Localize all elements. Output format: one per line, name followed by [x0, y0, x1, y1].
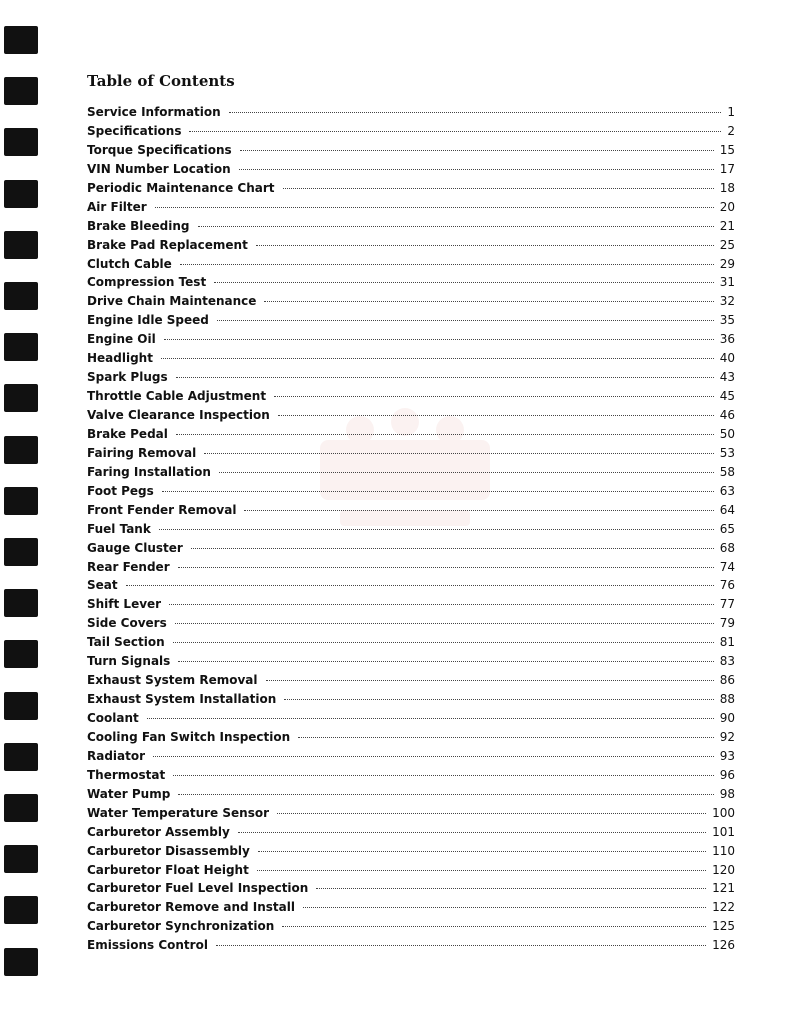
toc-entry[interactable] [87, 578, 735, 597]
dot-leader [274, 396, 714, 397]
toc-entry-label: Faring Installation [87, 464, 211, 479]
dot-leader [283, 188, 714, 189]
toc-entry-page: 46 [719, 408, 735, 422]
toc-entry-page: 15 [719, 142, 735, 157]
dot-leader [178, 794, 713, 795]
toc-entry[interactable] [87, 219, 735, 238]
binding-hole [4, 180, 38, 208]
dot-leader [175, 623, 714, 624]
dot-leader [173, 642, 714, 643]
toc-entry[interactable] [87, 275, 735, 294]
binding-holes [0, 0, 44, 1035]
toc-entry-label: Brake Bleeding [87, 218, 190, 233]
toc-entry-label: Carburetor Disassembly [87, 843, 250, 858]
toc-entry-label: Foot Pegs [87, 483, 154, 498]
toc-entry[interactable] [87, 484, 735, 503]
toc-entry[interactable] [87, 238, 735, 257]
toc-entry-label: VIN Number Location [87, 161, 231, 176]
toc-entry[interactable] [87, 768, 735, 787]
dot-leader [147, 718, 714, 719]
toc-entry-page: 88 [719, 692, 735, 707]
toc-entry-page: 63 [719, 483, 735, 498]
toc-entry-page: 83 [719, 654, 735, 669]
toc-entry[interactable] [87, 389, 735, 408]
toc-entry[interactable] [87, 919, 735, 938]
toc-entry-label: Water Pump [87, 786, 171, 801]
dot-leader [159, 529, 714, 530]
toc-entry-label: Turn Signals [87, 654, 171, 669]
toc-entry-label: Tail Section [87, 635, 165, 650]
toc-entry-label: Exhaust System Installation [87, 692, 277, 707]
toc-entry-label: Specifications [87, 123, 182, 138]
toc-entry-page: 32 [719, 294, 735, 309]
toc-entry[interactable] [87, 635, 735, 654]
toc-entry[interactable] [87, 162, 735, 181]
dot-leader [161, 358, 714, 359]
toc-list [87, 105, 735, 957]
binding-hole [4, 794, 38, 822]
toc-entry-page: 50 [719, 426, 735, 441]
binding-hole [4, 692, 38, 720]
dot-leader [298, 737, 714, 738]
toc-entry[interactable] [87, 200, 735, 219]
toc-entry-page: 1 [727, 105, 735, 119]
toc-entry-label: Fuel Tank [87, 521, 151, 536]
toc-entry-label: Throttle Cable Adjustment [87, 389, 267, 404]
toc-entry[interactable] [87, 257, 735, 276]
toc-entry-page: 121 [712, 881, 735, 896]
toc-entry-page: 64 [719, 502, 735, 517]
binding-hole [4, 845, 38, 873]
toc-entry-label: Brake Pad Replacement [87, 237, 248, 252]
binding-hole [4, 743, 38, 771]
dot-leader [176, 377, 714, 378]
toc-entry[interactable] [87, 105, 735, 124]
toc-entry[interactable] [87, 711, 735, 730]
dot-leader [256, 245, 714, 246]
toc-entry-label: Cooling Fan Switch Inspection [87, 729, 291, 744]
toc-entry[interactable] [87, 844, 735, 863]
toc-entry-page: 93 [719, 748, 735, 763]
toc-entry[interactable] [87, 654, 735, 673]
toc-entry-label: Carburetor Float Height [87, 862, 249, 877]
toc-entry-page: 25 [719, 237, 735, 252]
toc-entry[interactable] [87, 351, 735, 370]
toc-entry-label: Gauge Cluster [87, 540, 183, 555]
dot-leader [214, 282, 714, 283]
dot-leader [204, 453, 714, 454]
toc-entry-label: Thermostat [87, 767, 166, 782]
toc-entry[interactable] [87, 787, 735, 806]
binding-hole [4, 77, 38, 105]
dot-leader [219, 472, 714, 473]
toc-entry-label: Side Covers [87, 616, 167, 631]
binding-hole [4, 896, 38, 924]
dot-leader [169, 604, 714, 605]
toc-entry[interactable] [87, 446, 735, 465]
toc-entry[interactable] [87, 332, 735, 351]
toc-entry[interactable] [87, 730, 735, 749]
toc-entry-page: 17 [719, 161, 735, 176]
toc-entry[interactable] [87, 597, 735, 616]
toc-entry-page: 122 [712, 900, 735, 915]
dot-leader [178, 567, 714, 568]
dot-leader [258, 851, 706, 852]
toc-entry[interactable] [87, 370, 735, 389]
toc-entry[interactable] [87, 143, 735, 162]
toc-entry[interactable] [87, 863, 735, 882]
toc-entry[interactable] [87, 427, 735, 446]
toc-entry-label: Radiator [87, 748, 146, 763]
toc-entry-label: Carburetor Fuel Level Inspection [87, 881, 309, 896]
binding-hole [4, 487, 38, 515]
toc-entry[interactable] [87, 124, 735, 143]
dot-leader [264, 301, 713, 302]
dot-leader [277, 813, 706, 814]
toc-entry-label: Compression Test [87, 275, 207, 290]
page-title: Table of Contents [87, 72, 235, 90]
toc-entry-page: 86 [719, 673, 735, 688]
toc-entry-page: 125 [712, 919, 735, 934]
dot-leader [173, 775, 713, 776]
toc-entry-label: Front Fender Removal [87, 502, 237, 517]
toc-entry-page: 90 [719, 711, 735, 725]
toc-entry[interactable] [87, 522, 735, 541]
dot-leader [239, 169, 714, 170]
binding-hole [4, 282, 38, 310]
toc-entry-label: Clutch Cable [87, 256, 172, 271]
dot-leader [126, 585, 714, 586]
toc-entry-page: 74 [719, 559, 735, 574]
binding-hole [4, 640, 38, 668]
dot-leader [176, 434, 714, 435]
toc-entry-page: 43 [719, 370, 735, 385]
toc-entry[interactable] [87, 503, 735, 522]
toc-entry-label: Emissions Control [87, 938, 208, 953]
dot-leader [316, 888, 706, 889]
toc-entry[interactable] [87, 825, 735, 844]
toc-entry-label: Service Information [87, 105, 221, 119]
toc-entry[interactable] [87, 938, 735, 957]
toc-entry-label: Carburetor Synchronization [87, 919, 275, 934]
toc-entry[interactable] [87, 408, 735, 427]
dot-leader [153, 756, 714, 757]
toc-entry-page: 68 [719, 540, 735, 555]
binding-hole [4, 333, 38, 361]
dot-leader [191, 548, 714, 549]
toc-entry-page: 98 [719, 786, 735, 801]
dot-leader [162, 491, 714, 492]
binding-hole [4, 384, 38, 412]
toc-entry-label: Carburetor Remove and Install [87, 900, 295, 915]
dot-leader [178, 661, 713, 662]
toc-entry[interactable] [87, 541, 735, 560]
toc-entry[interactable] [87, 181, 735, 200]
toc-entry-label: Fairing Removal [87, 445, 197, 460]
toc-entry-page: 100 [712, 805, 735, 820]
toc-entry-label: Carburetor Assembly [87, 824, 230, 839]
dot-leader [240, 150, 714, 151]
toc-entry-page: 65 [719, 521, 735, 536]
toc-entry-page: 2 [727, 123, 735, 138]
toc-entry[interactable] [87, 673, 735, 692]
toc-entry-label: Drive Chain Maintenance [87, 294, 257, 309]
binding-hole [4, 589, 38, 617]
toc-entry-page: 21 [719, 218, 735, 233]
toc-entry[interactable] [87, 900, 735, 919]
toc-entry-page: 53 [719, 445, 735, 460]
toc-entry-page: 36 [719, 332, 735, 347]
toc-entry-page: 29 [719, 256, 735, 271]
toc-entry-page: 79 [719, 616, 735, 631]
toc-entry-label: Periodic Maintenance Chart [87, 180, 275, 195]
toc-entry-page: 45 [719, 389, 735, 404]
toc-entry-label: Torque Specifications [87, 142, 232, 157]
toc-entry-label: Headlight [87, 351, 153, 366]
toc-entry[interactable] [87, 465, 735, 484]
toc-entry-page: 40 [719, 351, 735, 366]
binding-hole [4, 26, 38, 54]
dot-leader [266, 680, 714, 681]
binding-hole [4, 948, 38, 976]
toc-entry-page: 35 [719, 313, 735, 328]
toc-entry[interactable] [87, 560, 735, 579]
dot-leader [284, 699, 713, 700]
dot-leader [216, 945, 706, 946]
toc-entry[interactable] [87, 806, 735, 825]
binding-hole [4, 538, 38, 566]
toc-entry-label: Engine Oil [87, 332, 156, 347]
toc-entry[interactable] [87, 313, 735, 332]
toc-entry-label: Air Filter [87, 199, 147, 214]
toc-entry-page: 96 [719, 767, 735, 782]
dot-leader [164, 339, 714, 340]
toc-entry-page: 58 [719, 464, 735, 479]
toc-entry-label: Water Temperature Sensor [87, 805, 269, 820]
toc-entry[interactable] [87, 692, 735, 711]
toc-entry-label: Rear Fender [87, 559, 170, 574]
dot-leader [198, 226, 714, 227]
binding-hole [4, 231, 38, 259]
dot-leader [217, 320, 714, 321]
toc-entry[interactable] [87, 294, 735, 313]
toc-entry[interactable] [87, 749, 735, 768]
dot-leader [244, 510, 713, 511]
toc-entry-page: 120 [712, 862, 735, 877]
dot-leader [257, 870, 706, 871]
dot-leader [229, 112, 722, 113]
dot-leader [238, 832, 706, 833]
toc-entry-page: 110 [712, 843, 735, 858]
dot-leader [303, 907, 706, 908]
toc-entry-label: Seat [87, 578, 118, 593]
toc-entry-label: Engine Idle Speed [87, 313, 209, 328]
toc-entry-page: 76 [719, 578, 735, 593]
toc-entry-page: 31 [719, 275, 735, 290]
toc-entry-page: 81 [719, 635, 735, 650]
toc-entry-page: 77 [719, 597, 735, 612]
toc-entry[interactable] [87, 881, 735, 900]
toc-entry-label: Valve Clearance Inspection [87, 408, 270, 422]
dot-leader [155, 207, 714, 208]
binding-hole [4, 436, 38, 464]
dot-leader [189, 131, 721, 132]
toc-entry-page: 18 [719, 180, 735, 195]
toc-entry-page: 101 [712, 824, 735, 839]
dot-leader [282, 926, 706, 927]
toc-entry-page: 92 [719, 729, 735, 744]
toc-entry-label: Coolant [87, 711, 139, 725]
toc-entry-label: Spark Plugs [87, 370, 168, 385]
dot-leader [180, 264, 714, 265]
toc-entry[interactable] [87, 616, 735, 635]
toc-entry-label: Exhaust System Removal [87, 673, 258, 688]
binding-hole [4, 128, 38, 156]
toc-entry-page: 20 [719, 199, 735, 214]
toc-entry-label: Shift Lever [87, 597, 162, 612]
toc-entry-label: Brake Pedal [87, 426, 168, 441]
toc-entry-page: 126 [712, 938, 735, 953]
dot-leader [278, 415, 714, 416]
